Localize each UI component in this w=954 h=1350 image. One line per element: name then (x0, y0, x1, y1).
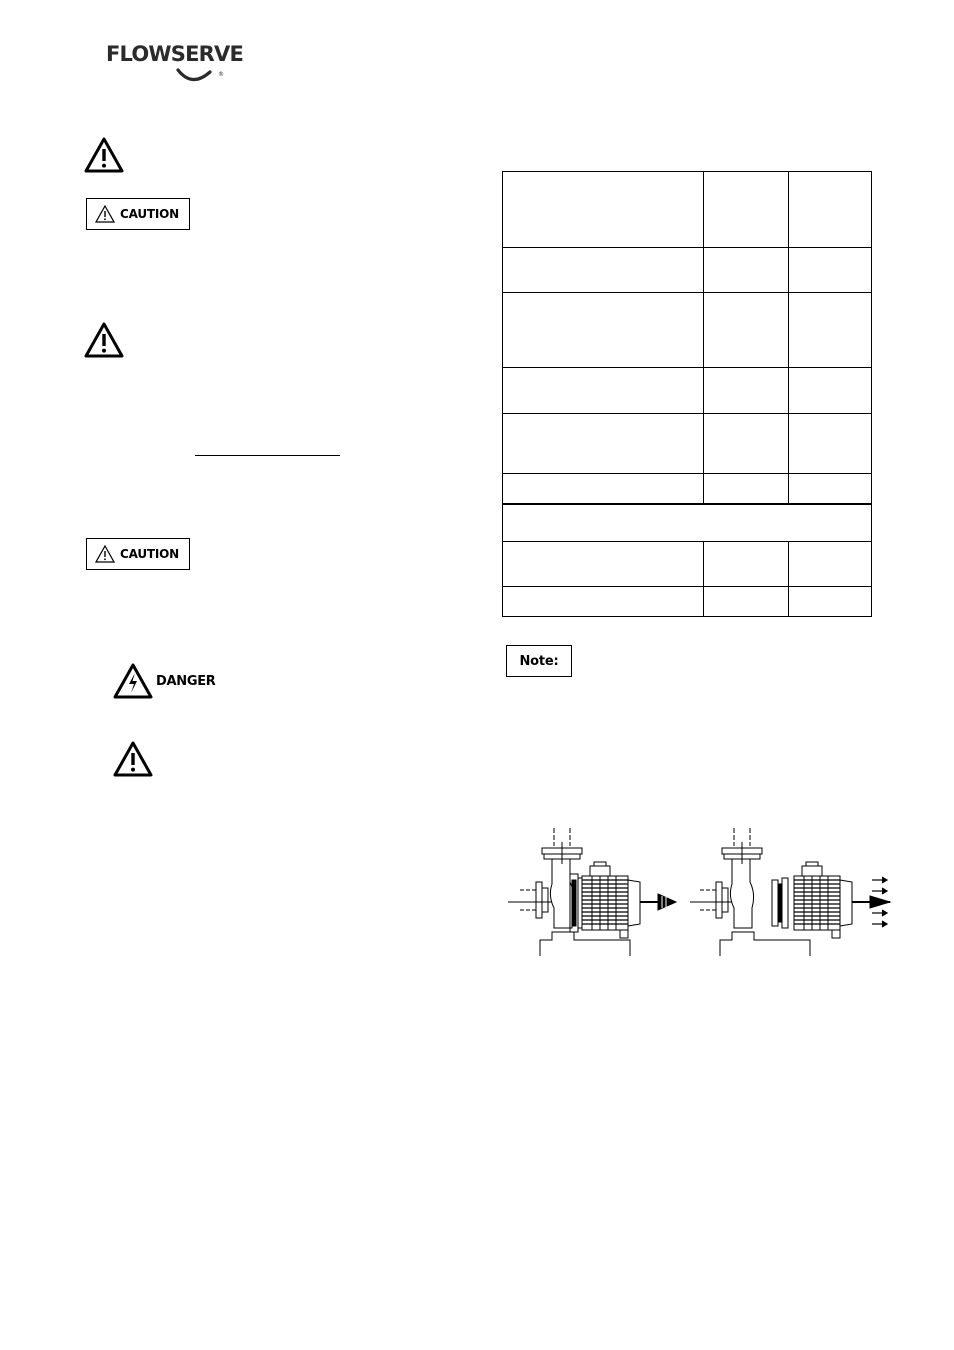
table-cell (704, 474, 789, 503)
warning-triangle-icon (95, 545, 115, 563)
table-cell (789, 172, 873, 247)
table-row (503, 368, 871, 414)
logo-wordmark: FLOWSERVE (106, 42, 244, 66)
table-row (503, 172, 871, 248)
table-cell (503, 542, 704, 586)
table-row (503, 248, 871, 293)
table-cell (503, 368, 704, 413)
table-cell (704, 172, 789, 247)
warning-triangle-icon (84, 322, 124, 358)
table-cell (789, 587, 873, 617)
table-cell (503, 293, 704, 367)
table-cell (704, 248, 789, 292)
table-cell (503, 248, 704, 292)
caution-text: CAUTION (120, 547, 179, 561)
data-table (502, 171, 872, 617)
table-cell (789, 368, 873, 413)
table-cell (503, 505, 871, 541)
svg-text:®: ® (218, 71, 224, 78)
table-cell (704, 368, 789, 413)
danger-label (113, 663, 216, 699)
table-cell (503, 587, 704, 617)
warning-triangle-icon (84, 137, 124, 173)
table-row (503, 414, 871, 474)
table-cell (503, 414, 704, 473)
underline-rule (195, 455, 340, 456)
table-cell (789, 542, 873, 586)
table-cell (789, 414, 873, 473)
dismantled-pump-figure (690, 828, 890, 956)
warning-triangle-icon (113, 741, 153, 777)
danger-text: DANGER (156, 673, 216, 689)
table-row (503, 293, 871, 368)
caution-label (86, 538, 190, 570)
note-text: Note: (519, 653, 559, 669)
caution-label (86, 198, 190, 230)
table-cell (704, 293, 789, 367)
logo-swoosh-icon (106, 58, 228, 86)
table-section-row (503, 505, 871, 542)
table-cell (704, 587, 789, 617)
pump-dismantling-diagram (500, 824, 894, 958)
lightning-triangle-icon (113, 663, 153, 699)
caution-text: CAUTION (120, 207, 179, 221)
table-row (503, 474, 871, 505)
assembled-pump-figure (508, 828, 676, 956)
flowserve-logo (106, 36, 244, 86)
table-cell (789, 293, 873, 367)
table-cell (789, 248, 873, 292)
table-cell (503, 474, 704, 503)
warning-triangle-icon (95, 205, 115, 223)
table-cell (503, 172, 704, 247)
table-cell (704, 414, 789, 473)
table-cell (704, 542, 789, 586)
table-cell (789, 474, 873, 503)
table-row (503, 542, 871, 587)
note-label (506, 645, 572, 677)
table-row (503, 587, 871, 617)
